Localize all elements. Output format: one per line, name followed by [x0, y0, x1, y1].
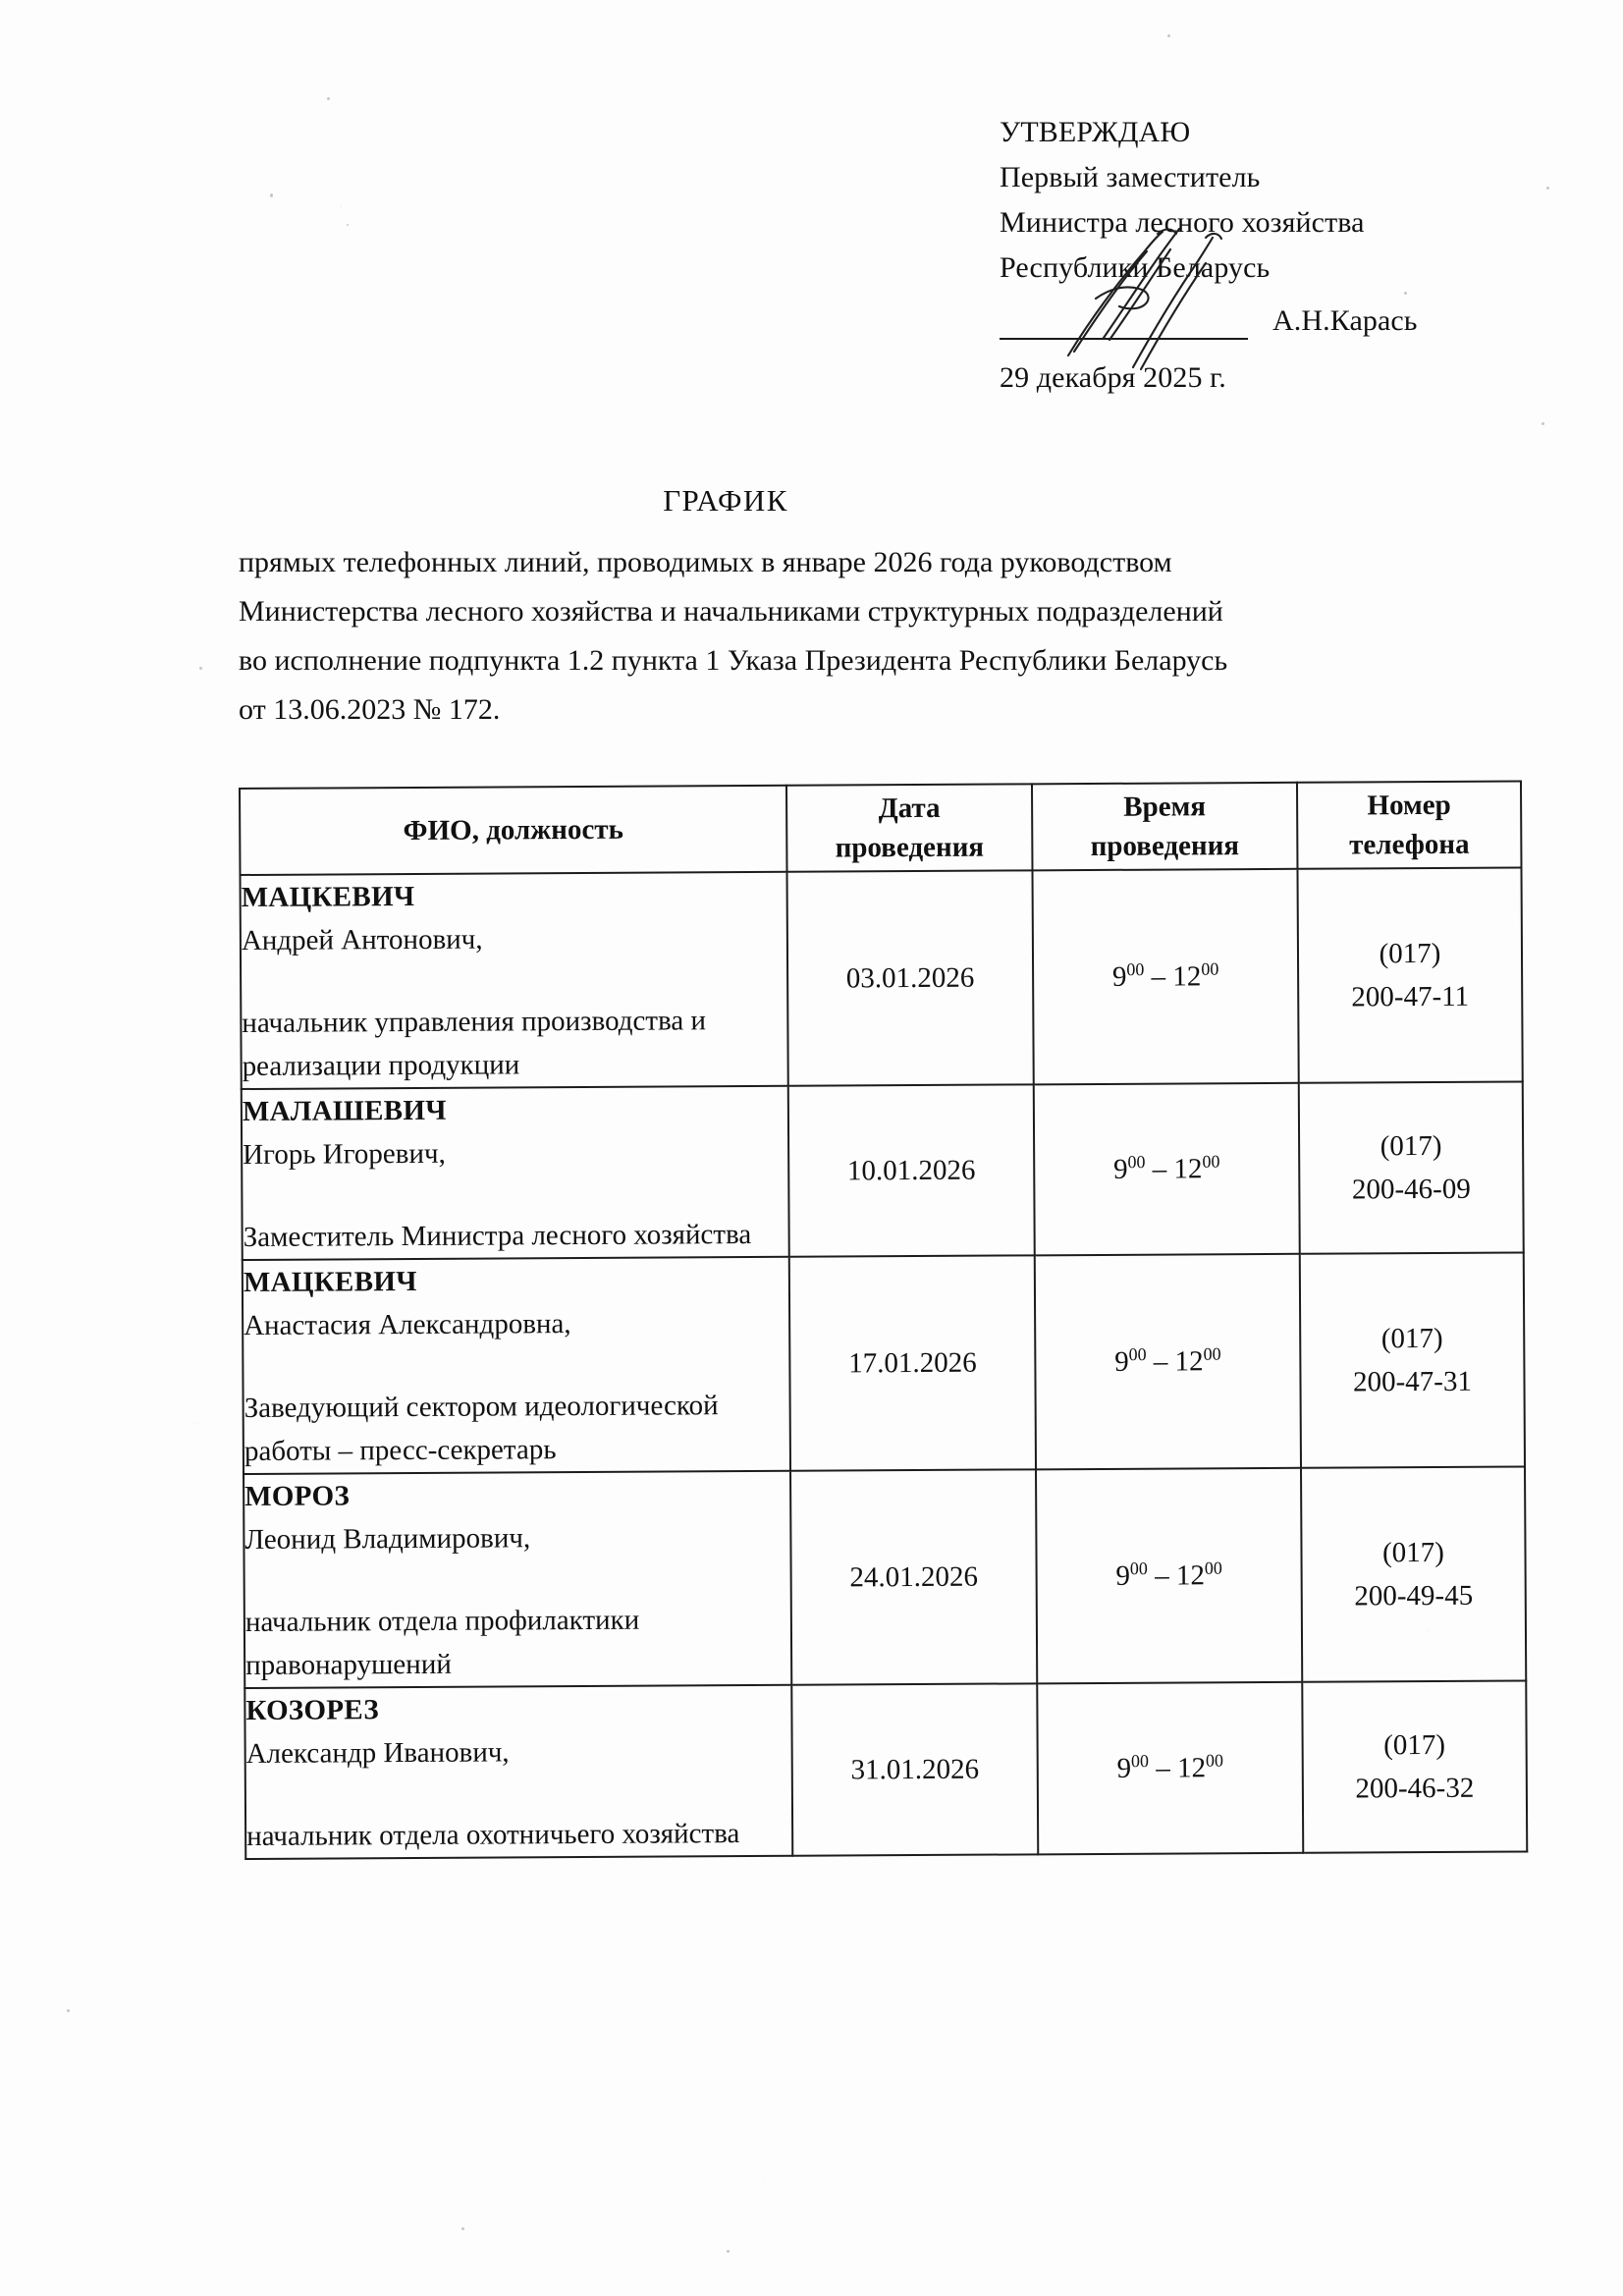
- person-surname: МАЦКЕВИЧ: [241, 880, 415, 913]
- telephone-number: 200-46-09: [1351, 1173, 1471, 1206]
- cell-time: [1035, 1254, 1301, 1470]
- cell-telephone: [1301, 1466, 1526, 1681]
- signature-row: [1000, 295, 1510, 394]
- person-position: начальник управления производства и реализации продукции: [242, 1005, 707, 1082]
- person-position: Заведующий сектором идеологической работы – пресс-секретарь: [243, 1390, 719, 1467]
- telephone-area-code: (017): [1379, 937, 1441, 970]
- person-given-name: Александр Иванович,: [245, 1736, 510, 1770]
- column-header-date: [786, 784, 1033, 871]
- scan-speck: [1167, 34, 1170, 37]
- telephone-number: 200-47-31: [1352, 1365, 1473, 1398]
- column-header-date-line1: Дата: [878, 792, 941, 825]
- intro-line-4: от 13.06.2023 № 172.: [239, 693, 501, 726]
- person-given-name: Леонид Владимирович,: [244, 1522, 531, 1556]
- person-position: начальник отдела охотничьего хозяйства: [246, 1818, 740, 1852]
- cell-person: [243, 1471, 791, 1688]
- scan-speck: [461, 2227, 464, 2230]
- scan-speck: [327, 97, 330, 100]
- cell-time: [1032, 869, 1298, 1085]
- table-row: [243, 1466, 1526, 1688]
- person-given-name: Игорь Игоревич,: [243, 1137, 446, 1171]
- column-header-time-line2: проведения: [1090, 830, 1240, 863]
- person-position: Заместитель Министра лесного хозяйства: [243, 1219, 752, 1253]
- column-header-time-line1: Время: [1123, 791, 1207, 823]
- cell-time: [1036, 1468, 1302, 1684]
- signer-name: А.Н.Карась: [1272, 304, 1418, 337]
- time-range: $9^{00} - 12^{00}$: [1115, 1558, 1222, 1592]
- page-title: [0, 483, 1623, 519]
- cell-person: [242, 1086, 789, 1260]
- cell-telephone: [1300, 1252, 1525, 1467]
- cell-date: 17.01.2026: [789, 1255, 1036, 1470]
- intro-paragraph: [239, 538, 1517, 735]
- signature-rule: [1000, 338, 1248, 340]
- person-surname: МОРОЗ: [244, 1480, 351, 1512]
- cell-time: [1037, 1682, 1303, 1855]
- cell-date: 03.01.2026: [787, 870, 1034, 1085]
- intro-line-2: Министерства лесного хозяйства и начальниками структурных подразделений: [239, 595, 1223, 628]
- scan-speck: [727, 2250, 730, 2253]
- scan-speck: [199, 667, 202, 670]
- table-header-row: [240, 781, 1521, 875]
- approval-block: [1000, 110, 1510, 394]
- cell-person: [244, 1685, 792, 1859]
- telephone-number: 200-49-45: [1354, 1579, 1474, 1613]
- person-position: начальник отдела профилактики правонарушений: [244, 1604, 640, 1681]
- scan-speck: [347, 224, 349, 226]
- person-given-name: Андрей Антонович,: [241, 923, 483, 957]
- scan-speck: [270, 193, 273, 197]
- column-header-tel-line1: Номер: [1367, 789, 1451, 822]
- column-header-name: [240, 786, 786, 875]
- schedule-table: [239, 780, 1528, 1860]
- schedule-table-body: [241, 867, 1528, 1858]
- scan-speck: [67, 2009, 70, 2012]
- time-range: $9^{00} - 12^{00}$: [1112, 1151, 1220, 1185]
- person-given-name: Анастасия Александровна,: [243, 1308, 571, 1341]
- telephone-area-code: (017): [1383, 1728, 1446, 1762]
- approval-line-2: Министра лесного хозяйства: [1000, 206, 1365, 239]
- scan-speck: [1546, 187, 1549, 190]
- time-range: $9^{00} - 12^{00}$: [1116, 1750, 1223, 1784]
- approval-line-1: Первый заместитель: [1000, 161, 1261, 193]
- approval-line-3: Республики Беларусь: [1000, 251, 1271, 284]
- cell-telephone: [1299, 1081, 1524, 1253]
- table-row: [241, 867, 1523, 1089]
- intro-line-3: во исполнение подпункта 1.2 пункта 1 Указа Президента Республики Беларусь: [239, 644, 1228, 677]
- approval-date: 29 декабря 2025 г.: [1000, 361, 1226, 394]
- column-header-date-line2: проведения: [835, 831, 985, 864]
- cell-telephone: [1302, 1680, 1527, 1852]
- cell-date: 10.01.2026: [788, 1084, 1035, 1256]
- table-row: [244, 1680, 1527, 1859]
- time-range: $9^{00} - 12^{00}$: [1111, 958, 1219, 993]
- cell-person: [241, 872, 788, 1089]
- cell-date: 31.01.2026: [791, 1683, 1038, 1855]
- person-surname: МАЦКЕВИЧ: [243, 1265, 417, 1298]
- telephone-number: 200-47-11: [1351, 980, 1470, 1013]
- table-row: [242, 1081, 1524, 1260]
- person-surname: КОЗОРЕЗ: [245, 1694, 380, 1726]
- scan-speck: [1542, 422, 1544, 425]
- intro-line-1: прямых телефонных линий, проводимых в январе 2026 года руководством: [239, 546, 1172, 578]
- person-surname: МАЛАШЕВИЧ: [242, 1094, 447, 1127]
- approval-heading: УТВЕРЖДАЮ: [1000, 116, 1191, 148]
- column-header-telephone: [1297, 781, 1522, 868]
- cell-date: 24.01.2026: [790, 1469, 1037, 1684]
- time-range: $9^{00} - 12^{00}$: [1114, 1343, 1221, 1378]
- column-header-time: [1032, 783, 1298, 871]
- table-row: [243, 1252, 1525, 1474]
- column-header-tel-line2: телефона: [1349, 828, 1470, 861]
- page-title-text: ГРАФИК: [663, 483, 788, 518]
- cell-telephone: [1297, 867, 1522, 1082]
- telephone-number: 200-46-32: [1355, 1772, 1475, 1805]
- telephone-area-code: (017): [1380, 1322, 1443, 1355]
- schedule-table-wrapper: [239, 780, 1526, 1859]
- column-header-name-text: ФИО, должность: [403, 813, 623, 847]
- telephone-area-code: (017): [1380, 1129, 1442, 1163]
- cell-person: [243, 1257, 790, 1474]
- telephone-area-code: (017): [1381, 1536, 1445, 1569]
- cell-time: [1034, 1083, 1300, 1256]
